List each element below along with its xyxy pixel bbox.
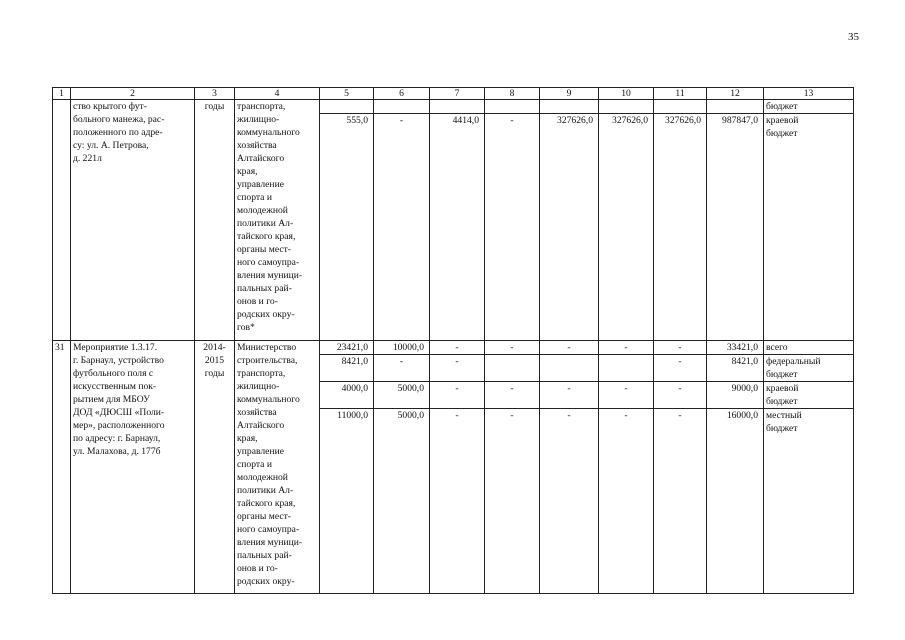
column-header: 1 xyxy=(53,88,71,100)
executor-cell: транспорта, жилищно- коммунального хозяйства Алтайского края, управление спорта и молодежной политики Ал- тайского края, органы мест- ного самоупра- вления муници- пальных рай- онов и го- родских окру- гов* xyxy=(235,100,320,341)
executor-cell: Министерство строительства, транспорта, жилищно- коммунального хозяйства Алтайского края, управление спорта и молодежной политики Ал- тайского края, органы мест- ного самоупра- вления муници- пальных рай- онов и го- родских окру- xyxy=(235,341,320,594)
column-header: 13 xyxy=(764,88,854,100)
column-header: 12 xyxy=(707,88,764,100)
table-row xyxy=(53,100,854,114)
funding-source-cell: краевой бюджет xyxy=(764,382,854,409)
column-header: 5 xyxy=(320,88,374,100)
table-row: 31 Мероприятие 1.3.17. г. Барнаул, устройство футбольного поля с искусственным пок- рытием для МБОУ ДОД «ДЮСШ «Поли- мер», расположенного по адресу: г. Барнаул, ул. Малахова, д. 177б 2014- 2015 годы Министерство строительства, транспорта, жилищно- коммунального хозяйства Алтайского края, управление спорта и молодежной политики Ал- тайского края, органы мест- ного самоупра- вления муници- пальных рай- онов и го- родских окру- 23421,0 10000,0 - - - - - 33421,0 всего xyxy=(53,341,854,355)
column-header: 4 xyxy=(235,88,320,100)
item-name-cell: ство крытого фут- больного манежа, рас- положенного по адре- су: ул. А. Петрова, д. 221л xyxy=(71,100,195,341)
row-number-cell xyxy=(53,100,71,341)
funding-source-cell: краевой бюджет xyxy=(764,114,854,341)
funding-source-cell: федеральный бюджет xyxy=(764,355,854,382)
table-row: 555,0 - 4414,0 - 327626,0 327626,0 327626,0 987847,0 краевой бюджет xyxy=(53,114,854,341)
column-header: 10 xyxy=(599,88,654,100)
funding-source-cell: всего xyxy=(764,341,854,355)
column-header-row xyxy=(53,88,854,100)
table-row: 4000,0 5000,0 - - - - - 9000,0 краевой бюджет xyxy=(53,382,854,409)
column-header: 7 xyxy=(430,88,485,100)
column-header: 3 xyxy=(195,88,235,100)
column-header: 8 xyxy=(485,88,540,100)
page-number: 35 xyxy=(848,31,859,43)
table-row: 8421,0 - - - 8421,0 федеральный бюджет xyxy=(53,355,854,382)
column-header: 9 xyxy=(540,88,599,100)
column-header: 11 xyxy=(654,88,707,100)
item-name-cell: Мероприятие 1.3.17. г. Барнаул, устройство футбольного поля с искусственным пок- рытием для МБОУ ДОД «ДЮСШ «Поли- мер», расположенного по адресу: г. Барнаул, ул. Малахова, д. 177б xyxy=(71,341,195,594)
funding-source-cell: местный бюджет xyxy=(764,409,854,594)
row-number-cell: 31 xyxy=(53,341,71,594)
period-cell: годы xyxy=(195,100,235,341)
table-row: 11000,0 5000,0 - - - - - 16000,0 местный бюджет xyxy=(53,409,854,594)
column-header: 6 xyxy=(374,88,430,100)
funding-source-cell: бюджет xyxy=(764,100,854,114)
budget-table xyxy=(52,87,854,594)
column-header: 2 xyxy=(71,88,195,100)
period-cell: 2014- 2015 годы xyxy=(195,341,235,594)
